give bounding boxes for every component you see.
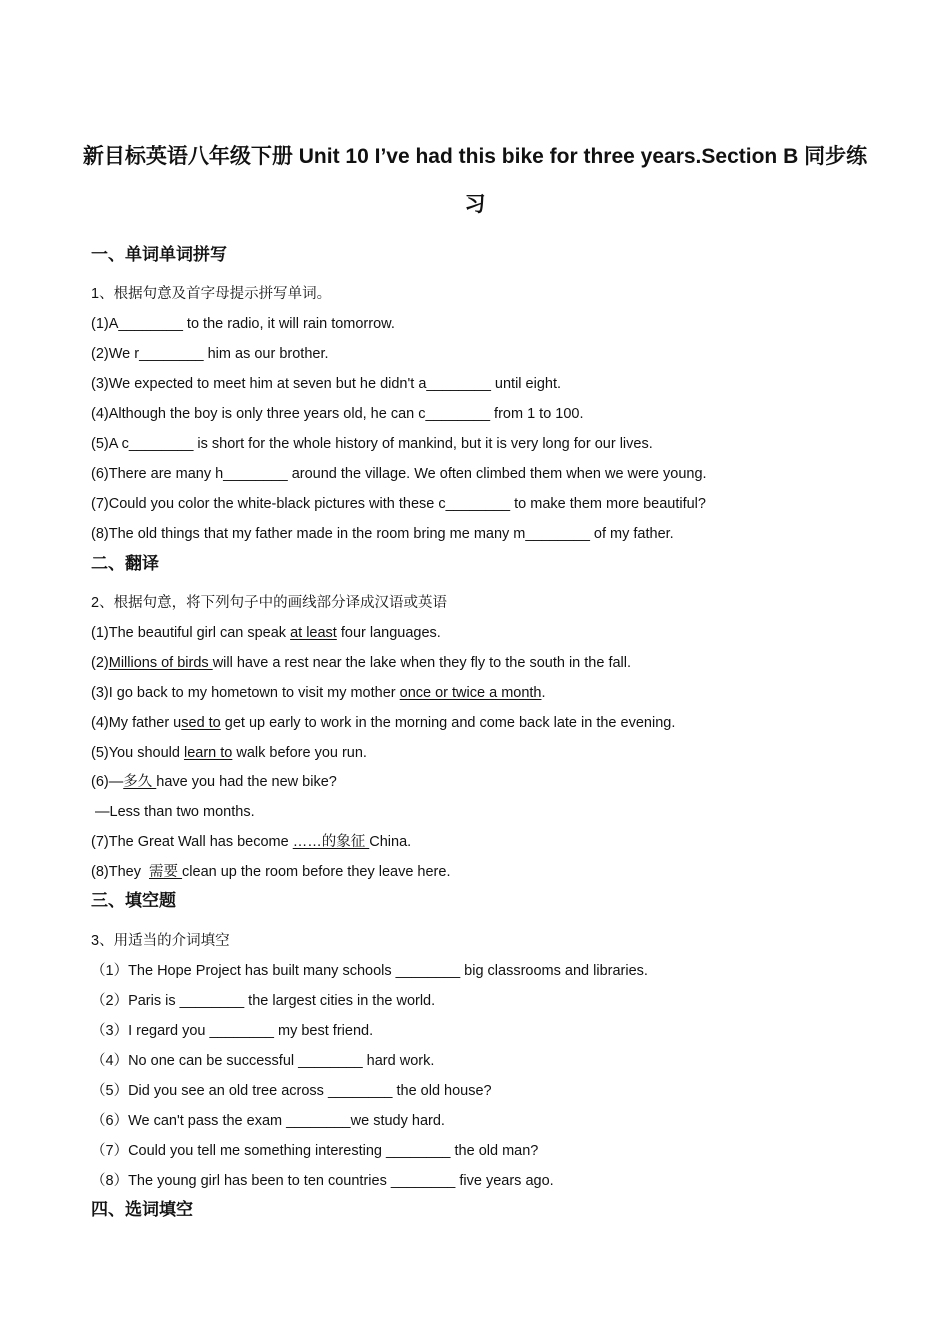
underlined-phrase: 多久 <box>123 774 157 790</box>
underlined-phrase: Millions of birds <box>108 655 213 671</box>
underlined-phrase: learn to <box>183 745 233 761</box>
section-heading-fill-blank: 三、填空题 <box>91 891 176 910</box>
fill-blank-item: （1）The Hope Project has built many schools ________ big classrooms and libraries. <box>91 963 648 979</box>
fill-blank-item: （2）Paris is ________ the largest cities in the world. <box>91 993 436 1009</box>
spelling-item: (3)We expected to meet him at seven but he didn't a________ until eight. <box>91 376 562 392</box>
translation-item: (8)They 需要 clean up the room before they leave here. <box>91 864 451 880</box>
translation-item: (1)The beautiful girl can speak at least four languages. <box>91 625 441 641</box>
translation-item: (6)—多久 have you had the new bike? <box>91 774 337 790</box>
spelling-item: (4)Although the boy is only three years old, he can c________ from 1 to 100. <box>91 406 584 422</box>
fill-blank-item: （3）I regard you ________ my best friend. <box>91 1023 374 1039</box>
instruction-translation: 2、根据句意，将下列句子中的画线部分译成汉语或英语 <box>91 595 448 611</box>
translation-item: (2)Millions of birds will have a rest near the lake when they fly to the south in the fall. <box>91 655 632 671</box>
section-heading-translation: 二、翻译 <box>91 554 159 573</box>
section-heading-spelling: 一、单词单词拼写 <box>91 245 227 264</box>
spelling-item: (2)We r________ him as our brother. <box>91 346 329 362</box>
underlined-phrase: ……的象征 <box>292 834 370 850</box>
underlined-phrase: once or twice a month <box>399 685 542 701</box>
spelling-item: (1)A________ to the radio, it will rain tomorrow. <box>91 316 395 332</box>
spelling-item: (5)A c________ is short for the whole history of mankind, but it is very long for our lives. <box>91 436 653 452</box>
fill-blank-item: （5）Did you see an old tree across ________ the old house? <box>91 1083 492 1099</box>
fill-blank-item: （4）No one can be successful ________ hard work. <box>91 1053 435 1069</box>
underlined-phrase: at least <box>290 625 337 641</box>
section-heading-word-choice: 四、选词填空 <box>91 1200 193 1219</box>
spelling-item: (7)Could you color the white-black pictures with these c________ to make them more beautiful? <box>91 496 706 512</box>
document-title: 新目标英语八年级下册 Unit 10 I’ve had this bike for three years.Section B 同步练 <box>82 145 868 168</box>
translation-item: (7)The Great Wall has become ……的象征 China. <box>91 834 412 850</box>
underlined-phrase: 需要 <box>149 864 183 880</box>
instruction-fill-blank: 3、用适当的介词填空 <box>91 933 230 949</box>
spelling-item: (8)The old things that my father made in the room bring me many m________ of my father. <box>91 526 674 542</box>
translation-item-answer: —Less than two months. <box>91 804 255 820</box>
fill-blank-item: （7）Could you tell me something interesting ________ the old man? <box>91 1143 539 1159</box>
translation-item: (3)I go back to my hometown to visit my mother once or twice a month. <box>91 685 546 701</box>
translation-item: (5)You should learn to walk before you run. <box>91 745 367 761</box>
document-title-continued: 习 <box>464 193 486 216</box>
underlined-phrase: sed to <box>181 715 221 731</box>
instruction-spelling: 1、根据句意及首字母提示拼写单词。 <box>91 286 332 302</box>
translation-item: (4)My father used to get up early to work in the morning and come back late in the evening. <box>91 715 676 731</box>
fill-blank-item: （8）The young girl has been to ten countries ________ five years ago. <box>91 1173 554 1189</box>
fill-blank-item: （6）We can't pass the exam ________we study hard. <box>91 1113 445 1129</box>
spelling-item: (6)There are many h________ around the village. We often climbed them when we were young. <box>91 466 707 482</box>
